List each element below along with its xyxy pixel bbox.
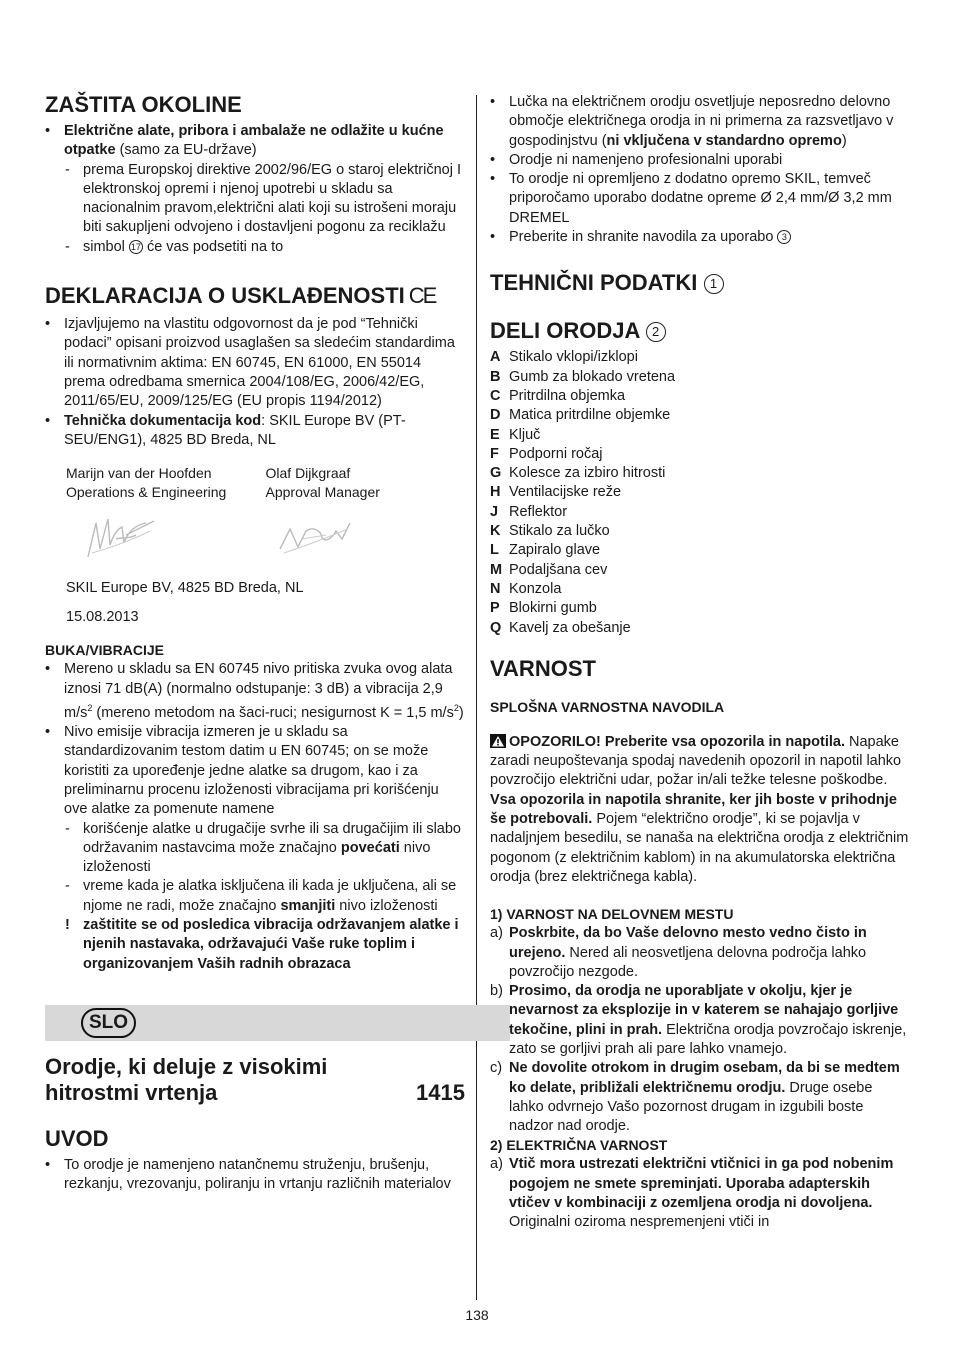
part-label: Stikalo za lučko [509, 523, 610, 540]
list-item: • Lučka na električnem orodju osvetljuje neposredno delovno območje električnega orodja in ni primerna za razsvetljavo v gospodinjstvu (ni vključena v standardno opremo) [490, 93, 910, 151]
list-item [490, 406, 910, 425]
right-column [490, 93, 910, 1233]
list-item: • To orodje je namenjeno natančnemu struženju, brušenju, rezkanju, vrezovanju, poliranju in vrtanju različnih materialov [45, 1156, 465, 1195]
language-bar [45, 1005, 510, 1041]
list-item: • Orodje ni namenjeno profesionalni uporabi [490, 151, 910, 170]
part-label: Kolesce za izbiro hitrosti [509, 465, 666, 482]
list-item: b) Prosimo, da orodja ne uporabljate v okolju, kjer je nevarnost za eksplozije in v katerem se nahajajo gorljive tekočine, plini in prah. Električna orodja povzročajo iskrenje, zato se gorljivi prah ali pare lahko vnamejo. [490, 983, 907, 1057]
part-label: Kavelj za obešanje [509, 619, 631, 636]
declaration-date: 15.08.2013 [66, 609, 139, 626]
list-item: a) Poskrbite, da bo Vaše delovno mesto vedno čisto in urejeno. Nered ali neosvetljena delovna področja lahko povzročijo nezgode. [490, 925, 867, 980]
part-key: C [490, 387, 501, 404]
part-key: A [490, 349, 501, 366]
product-number: 1415 [416, 1079, 465, 1105]
signature2-image [266, 509, 466, 571]
list-item [490, 522, 910, 541]
list-item: a) Vtič mora ustrezati električni vtičnici in ga pod nobenim pogojem ne smete spreminjati. Uporaba adapterskih vtičev v kombinaciji z ozemljena orodja ni dovoljena. Originalni oziroma nespremenjeni vtiči in [490, 1156, 894, 1231]
left-column [45, 92, 465, 1195]
reference-number-17: 17 [130, 241, 141, 252]
parts-list [490, 348, 910, 637]
list-item [490, 541, 910, 560]
list-item [490, 387, 910, 406]
part-key: D [490, 407, 501, 424]
part-label: Konzola [509, 580, 562, 597]
parts-heading: DELI ORODJA 2 [490, 318, 910, 344]
list-item [490, 464, 910, 483]
intro-list [45, 1156, 465, 1195]
language-badge: SLO [81, 1008, 136, 1038]
product-title: Orodje, ki deluje z visokimi hitrostmi vrtenja 1415 [45, 1053, 465, 1105]
list-item [490, 561, 910, 580]
part-label: Matica pritrdilne objemke [509, 407, 671, 424]
environment-heading: ZAŠTITA OKOLINE [45, 92, 242, 117]
list-item [490, 368, 910, 387]
signer1-name: Marijn van der Hoofden [66, 465, 212, 482]
part-label: Stikalo vklopi/izklopi [509, 349, 638, 366]
signer2-role: Approval Manager [265, 484, 380, 501]
list-item: c) Ne dovolite otrokom in drugim osebam, da bi se medtem ko delate, približali električnemu orodju. Druge osebe lahko odvrnejo Vašo pozornost drugam in izgubili boste nadzor nad orodje. [490, 1060, 900, 1135]
part-key: N [490, 580, 501, 597]
warning-paragraph: OPOZORILO! Preberite vsa opozorila in napotila. Napake zaradi neupoštevanja spodaj navedenih opozoril in napotil lahko povzročijo električni udar, požar in/ali težke telesne poškodbe. Vsa opozorila in napotila shranite, ker jih boste v prihodnje še potrebovali. Pojem “električno orodje”, ki se pojavlja v nadaljnjem besedilu, se nanaša na električna orodja z električnim pogonom (z električnim kablom) in na akumulatorska električna orodja (brez električnega kabla). [490, 733, 909, 885]
part-label: Blokirni gumb [509, 600, 597, 617]
list-item: - prema Europskoj direktive 2002/96/EG o staroj električnoj I elektronskoj opremi i njenoj upotrebi u skladu sa nacionalnim pravom,električni alati koji su istrošeni moraju biti sakupljeni odvojeno i dostavljeni pogonu za reciklažu [45, 161, 465, 238]
ce-mark-icon: CE [408, 283, 436, 309]
list-item: • Nivo emisije vibracija izmeren je u skladu sa standardizovanim testom datim u EN 60745; on se može koristiti za upoređenje jedne alatke sa drugom, kao i za preliminarnu procenu izloženosti vibracijama pri korišćenju ove alatke za pomenute namene [45, 723, 465, 819]
part-key: Q [490, 619, 502, 636]
part-key: P [490, 600, 500, 617]
list-item: • To orodje ni opremljeno z dodatno opremo SKIL, temveč priporočamo uporabo dodatne opreme Ø 2,4 mm/Ø 3,2 mm DREMEL [490, 170, 910, 228]
environment-list [45, 122, 465, 257]
intro-continued-list [490, 93, 910, 247]
part-key: H [490, 484, 501, 501]
reference-number-2: 2 [646, 322, 666, 342]
part-key: K [490, 523, 501, 540]
declaration-heading: DEKLARACIJA O USKLAĐENOSTI CE [45, 283, 436, 309]
list-item [490, 483, 910, 502]
part-label: Zapiralo glave [509, 542, 601, 559]
list-item: - simbol 17 će vas podsetiti na to [45, 238, 465, 257]
part-label: Podaljšana cev [509, 561, 608, 578]
workplace-safety-heading: 1) VARNOST NA DELOVNEM MESTU [490, 906, 734, 923]
list-item [490, 580, 910, 599]
part-label: Ključ [509, 426, 541, 443]
part-key: M [490, 561, 503, 578]
list-item [490, 599, 910, 618]
list-item: • Izjavljujemo na vlastitu odgovornost da je pod “Tehnički podaci” opisani proizvod usaglašen sa sledećim standardima ili normativnim aktima: EN 60745, EN 61000, EN 55014 prema odredbama smernica 2004/108/EG, 2006/42/EG, 2011/65/EU, 2009/125/EG (EU propis 1194/2012) [45, 315, 465, 411]
list-item [490, 619, 910, 638]
signer2-name: Olaf Dijkgraaf [265, 465, 351, 482]
signature1-image [66, 509, 266, 571]
part-key: E [490, 426, 500, 443]
list-item: - vreme kada je alatka isključena ili kada je uključena, ali se njome ne radi, može značajno smanjiti nivo izloženosti [45, 877, 465, 916]
part-key: B [490, 368, 501, 385]
part-key: L [490, 542, 499, 559]
electrical-safety-heading: 2) ELEKTRIČNA VARNOST [490, 1137, 668, 1154]
part-label: Reflektor [509, 503, 568, 520]
list-item [490, 426, 910, 445]
reference-number-3: 3 [777, 230, 791, 244]
list-item [490, 445, 910, 464]
list-item: • Tehnička dokumentacija kod: SKIL Europe BV (PT-SEU/ENG1), 4825 BD Breda, NL [45, 412, 465, 451]
intro-heading: UVOD [45, 1125, 109, 1151]
list-item: ! zaštitite se od posledica vibracija održavanjem alatke i njenih nastavaka, održavajući Vaše ruke toplim i organizovanjem Vaših radnih obrazaca [45, 916, 465, 974]
list-item [490, 503, 910, 522]
signature-block [45, 464, 465, 627]
general-safety-heading: SPLOŠNA VARNOSTNA NAVODILA [490, 698, 725, 715]
list-item: • Preberite in shranite navodila za uporabo 3 [490, 228, 910, 247]
list-item: • Mereno u skladu sa EN 60745 nivo pritiska zvuka ovog alata iznosi 71 dB(A) (normalno odstupanje: 3 dB) a vibracija 2,9 $m/s^2$ (mereno metodom na šaci-ruci; nesigurnost K = 1,5 $m/s^2$) [45, 660, 465, 723]
part-label: Gumb za blokado vretena [509, 368, 676, 385]
part-key: G [490, 465, 502, 482]
column-divider [476, 95, 477, 1300]
reference-number-1: 1 [704, 274, 724, 294]
part-key: F [490, 445, 499, 462]
noise-heading: BUKA/VIBRACIJE [45, 642, 165, 659]
declaration-list [45, 315, 465, 450]
part-label: Podporni ročaj [509, 445, 603, 462]
technical-data-heading: TEHNIČNI PODATKI 1 [490, 270, 910, 296]
part-label: Ventilacijske reže [509, 484, 622, 501]
warning-triangle-icon [490, 734, 506, 748]
page-number: 138 [465, 1307, 489, 1323]
part-label: Pritrdilna objemka [509, 387, 626, 404]
list-item: - korišćenje alatke u drugačije svrhe ili sa drugačijim ili slabo održavanim nastavcima može značajno povećati nivo izloženosti [45, 820, 465, 878]
list-item [490, 348, 910, 367]
company-address: SKIL Europe BV, 4825 BD Breda, NL [66, 579, 304, 596]
noise-list [45, 660, 465, 974]
signer1-role: Operations & Engineering [66, 484, 227, 501]
part-key: J [490, 503, 499, 520]
list-item: • Električne alate, pribora i ambalaže ne odlažite u kućne otpatke (samo za EU-države) [45, 122, 465, 161]
safety-heading: VARNOST [490, 655, 596, 681]
